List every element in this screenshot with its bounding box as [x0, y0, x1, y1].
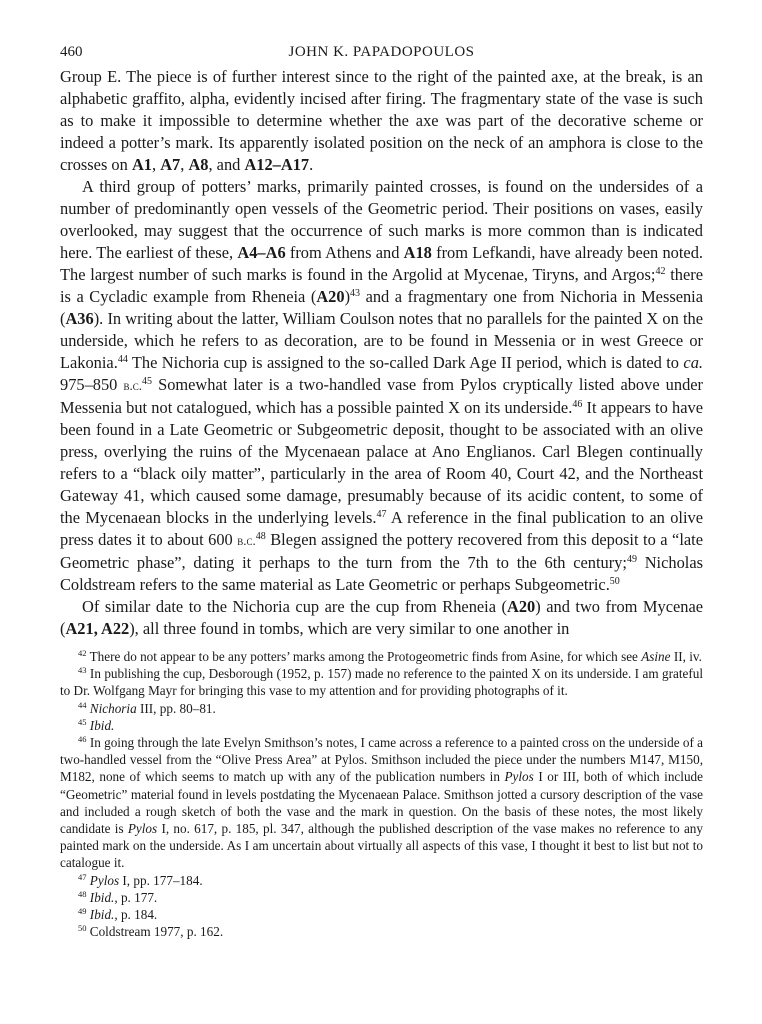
text-run: Nicholas Coldstream refers to the same material as Late Geometric or perhaps Subgeometric.	[60, 553, 703, 594]
footnote-number: 49	[78, 906, 87, 917]
page-number: 460	[60, 44, 83, 60]
footnote-ref: 47	[376, 509, 387, 520]
footnote	[60, 700, 703, 717]
footnote	[60, 906, 703, 923]
footnote-number: 50	[78, 923, 87, 934]
catalogue-ref: A21, A22	[65, 619, 130, 638]
paragraph	[60, 66, 703, 176]
italic-text: Pylos	[504, 769, 534, 785]
footnote-ref: 42	[655, 266, 666, 277]
italic-text: Ibid.	[89, 889, 115, 905]
footnote-number: 46	[78, 734, 87, 745]
italic-text: Ibid.	[89, 717, 115, 733]
text-run: 975–850	[60, 375, 124, 394]
footnote-number: 43	[78, 665, 87, 676]
text-run: I, pp. 177–184.	[119, 872, 203, 888]
text-run: ). In writing about the latter, William Coulson notes that no parallels for the painted X on the underside, which he refers to as decoration, are to be found in Messenia or in west Greece or Lakonia.	[60, 309, 703, 372]
text-run: Blegen assigned the pottery recovered from this deposit to a “late Geometric phase”, dating it perhaps to the turn from the 7th to the 6th century;	[60, 530, 703, 572]
text-run: , and	[208, 155, 245, 174]
text-run: .	[309, 155, 314, 174]
footnote	[60, 889, 703, 906]
text-run: , p. 184.	[114, 907, 158, 923]
text-run: The Nichoria cup is assigned to the so-called Dark Age II period, which is dated to	[127, 353, 684, 372]
text-run: II, iv.	[670, 649, 702, 664]
catalogue-ref: A20	[507, 597, 536, 616]
catalogue-ref: A12–A17	[244, 155, 310, 174]
text-run: A reference in the final publication to an olive press dates it to about 600	[60, 508, 703, 549]
text-run: Somewhat later is a two-handled vase from Pylos cryptically listed above under Messenia but not catalogued, which has a possible painted X on its underside.	[60, 375, 704, 417]
footnote-ref: 50	[609, 576, 620, 587]
text-run: I or III, both of which include “Geometric” material found in levels postdating the Mycenaean Palace. Smithson jotted a cursory description of the vase and included a rough sketch of both the vase and the mark in question. On the basis of these notes, the most likely candidate is	[60, 769, 703, 837]
italic-text: Ibid.	[89, 907, 115, 923]
footnote-ref: 43	[350, 288, 361, 299]
catalogue-ref: A4–A6	[237, 243, 286, 262]
italic-text: ca.	[683, 353, 703, 372]
text-run: There do not appear to be any potters’ marks among the Protogeometric finds from Asine, for which see	[89, 649, 642, 664]
text-run: from Athens and	[285, 243, 404, 262]
footnote-number: 44	[78, 699, 87, 710]
text-run: Group E. The piece is of further interest since to the right of the painted axe, at the break, is an alphabetic graffito, alpha, evidently incised after firing. The fragmentary state of the vase is such as to make it impossible to determine whether the axe was part of the decorative scheme or indeed a potter’s mark. Its apparently isolated position on the neck of an amphora is close to the crosses on	[60, 67, 703, 174]
text-run: In publishing the cup, Desborough (1952, p. 157) made no reference to the painted X on its underside. I am grateful to Dr. Wolfgang Mayr for bringing this vase to my attention and for providing photographs of it.	[60, 666, 704, 699]
small-caps-text: b.c.	[123, 378, 142, 393]
footnote	[60, 648, 703, 665]
catalogue-ref: A36	[65, 309, 94, 328]
footnote-number: 42	[78, 648, 87, 658]
text-run: ), all three found in tombs, which are very similar to one another in	[129, 619, 570, 638]
small-caps-text: b.c.	[237, 533, 256, 548]
text-run: ,	[180, 155, 189, 174]
catalogue-ref: A18	[403, 243, 432, 262]
text-run: A third group of potters’ marks, primarily painted crosses, is found on the undersides of a number of predominantly open vessels of the Geometric period. Their positions on vases, easily overlooked, may suggest that the occurrence of such marks is more common than is indicated here. The earliest of these,	[60, 177, 703, 262]
page-header	[60, 40, 703, 66]
text-run: ,	[151, 155, 161, 174]
text-run: ) and two from Mycenae (	[60, 597, 703, 638]
catalogue-ref: A1	[131, 155, 152, 174]
italic-text: Pylos	[89, 872, 120, 888]
footnote-number: 48	[78, 888, 87, 899]
paragraph	[60, 596, 703, 640]
text-run: I, no. 617, p. 185, pl. 347, although the published description of the vase makes no reference to any painted mark on the underside. As I am uncertain about virtually all aspects of this vase, I thought it best to list but not to catalogue it.	[60, 821, 703, 871]
catalogue-ref: A8	[188, 155, 209, 174]
italic-text: Nichoria	[89, 700, 137, 716]
text-run: from Lefkandi, have already been noted. The largest number of such marks is found in the Argolid at Mycenae, Tiryns, and Argos;	[60, 243, 703, 284]
italic-text: Asine	[641, 649, 671, 664]
footnote	[60, 734, 703, 872]
running-head: JOHN K. PAPADOPOULOS	[288, 44, 475, 60]
footnote	[60, 665, 703, 699]
footnote-number: 45	[78, 716, 87, 727]
text-run: )	[344, 287, 351, 306]
footnote-ref: 45	[141, 376, 152, 387]
text-run: It appears to have been found in a Late Geometric or Subgeometric deposit, thought to be associated with an olive press, overlying the ruins of the Mycenaean palace at Ano Englianos. Carl Blegen continually refers to a “black oily matter”, particularly in the area of Room 40, Court 42, and the Northeast Gateway 41, which caused some damage, presumably because of its acidic content, to some of the Mycenaean blocks in the underlying levels.	[60, 398, 703, 527]
text-run: Of similar date to the Nichoria cup are the cup from Rheneia (	[82, 597, 507, 616]
catalogue-ref: A7	[160, 155, 181, 174]
footnote-ref: 44	[117, 354, 128, 365]
footnote	[60, 923, 703, 940]
body-text	[60, 66, 703, 640]
catalogue-ref: A20	[316, 287, 345, 306]
footnote-number: 47	[78, 871, 87, 882]
page	[60, 40, 703, 940]
text-run: there is a Cycladic example from Rheneia (	[60, 265, 703, 306]
text-run: III, pp. 80–81.	[136, 700, 216, 716]
footnote-ref: 48	[255, 531, 266, 542]
text-run: In going through the late Evelyn Smithson’s notes, I came across a reference to a painted cross on the underside of a two-handled vessel from the “Olive Press Area” at Pylos. Smithson included the piece under the numbers M147, M150, M182, none of which seems to match up with any of the publication numbers in	[60, 735, 703, 785]
footnote	[60, 872, 703, 889]
footnote-ref: 46	[572, 399, 583, 410]
footnotes	[60, 648, 703, 940]
text-run: and a fragmentary one from Nichoria in Messenia (	[60, 287, 703, 328]
italic-text: Pylos	[127, 821, 158, 837]
footnote	[60, 717, 703, 734]
text-run: , p. 177.	[114, 889, 158, 905]
paragraph	[60, 176, 703, 596]
text-run: Coldstream 1977, p. 162.	[89, 924, 224, 940]
footnote-ref: 49	[626, 554, 637, 565]
